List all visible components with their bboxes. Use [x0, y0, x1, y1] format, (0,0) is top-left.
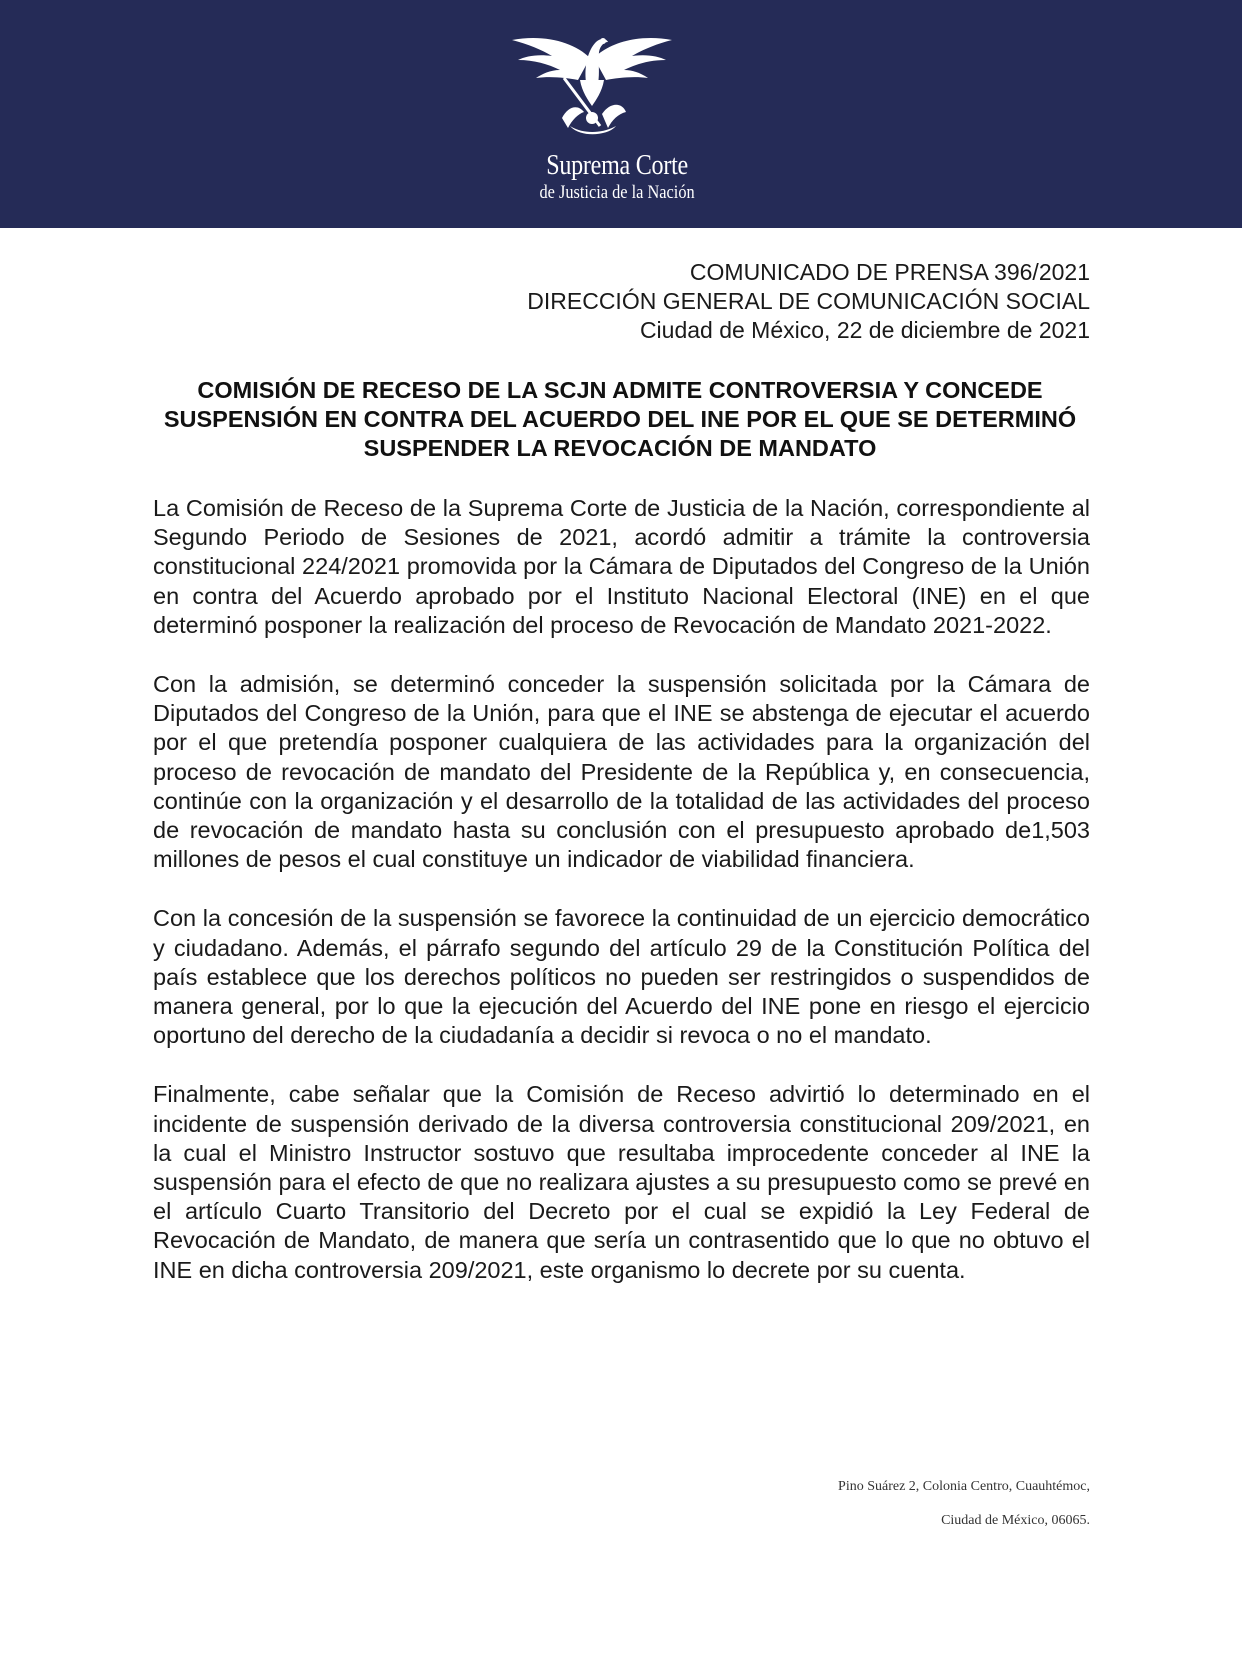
eagle-emblem-icon: [504, 22, 680, 140]
address-line-2: Ciudad de México, 06065.: [941, 1513, 1090, 1528]
header-band: [0, 0, 1242, 228]
release-meta: [527, 258, 1090, 345]
paragraph: La Comisión de Receso de la Suprema Corte de Justicia de la Nación, correspondiente al Segundo Periodo de Sesiones de 2021, acordó admitir a trámite la controversia constitucional 224/2021 promovida por la Cámara de Diputados del Congreso de la Unión en contra del Acuerdo aprobado por el Instituto Nacional Electoral (INE) en el que determinó posponer la realización del proceso de Revocación de Mandato 2021-2022.: [153, 495, 1090, 638]
place-date: Ciudad de México, 22 de diciembre de 2021: [639, 317, 1090, 343]
footer-address: [838, 1470, 1090, 1538]
release-number: COMUNICADO DE PRENSA 396/2021: [689, 259, 1090, 285]
body-text: [153, 494, 1090, 1315]
address-line-1: Pino Suárez 2, Colonia Centro, Cuauhtémoc,: [838, 1479, 1090, 1494]
headline: COMISIÓN DE RECESO DE LA SCJN ADMITE CONTROVERSIA Y CONCEDE SUSPENSIÓN EN CONTRA DEL ACUERDO DEL INE POR EL QUE SE DETERMINÓ SUSPENDER LA REVOCACIÓN DE MANDATO: [163, 377, 1077, 461]
paragraph: Finalmente, cabe señalar que la Comisión de Receso advirtió lo determinado en el incidente de suspensión derivado de la diversa controversia constitucional 209/2021, en la cual el Ministro Instructor sostuvo que resultaba improcedente conceder al INE la suspensión para el efecto de que no realizara ajustes a su presupuesto como se prevé en el artículo Cuarto Transitorio del Decreto por el cual se expidió la Ley Federal de Revocación de Mandato, de manera que sería un contrasentido que lo que no obtuvo el INE en dicha controversia 209/2021, este organismo lo decrete por su cuenta.: [153, 1081, 1090, 1283]
brand-subtitle: de Justicia de la Nación: [539, 182, 695, 203]
issuing-office: DIRECCIÓN GENERAL DE COMUNICACIÓN SOCIAL: [527, 288, 1090, 314]
paragraph: Con la admisión, se determinó conceder la suspensión solicitada por la Cámara de Diputados del Congreso de la Unión, para que el INE se abstenga de ejecutar el acuerdo por el que pretendía posponer cualquiera de las actividades para la organización del proceso de revocación de mandato del Presidente de la República y, en consecuencia, continúe con la organización y el desarrollo de la totalidad de las actividades del proceso de revocación de mandato hasta su conclusión con el presupuesto aprobado de1,503 millones de pesos el cual constituye un indicador de viabilidad financiera.: [153, 671, 1090, 873]
paragraph: Con la concesión de la suspensión se favorece la continuidad de un ejercicio democrático y ciudadano. Además, el párrafo segundo del artículo 29 de la Constitución Política del país establece que los derechos políticos no pueden ser restringidos o suspendidos de manera general, por lo que la ejecución del Acuerdo del INE pone en riesgo el ejercicio oportuno del derecho de la ciudadanía a decidir si revoca o no el mandato.: [153, 905, 1090, 1049]
brand-title: Suprema Corte: [546, 150, 688, 181]
